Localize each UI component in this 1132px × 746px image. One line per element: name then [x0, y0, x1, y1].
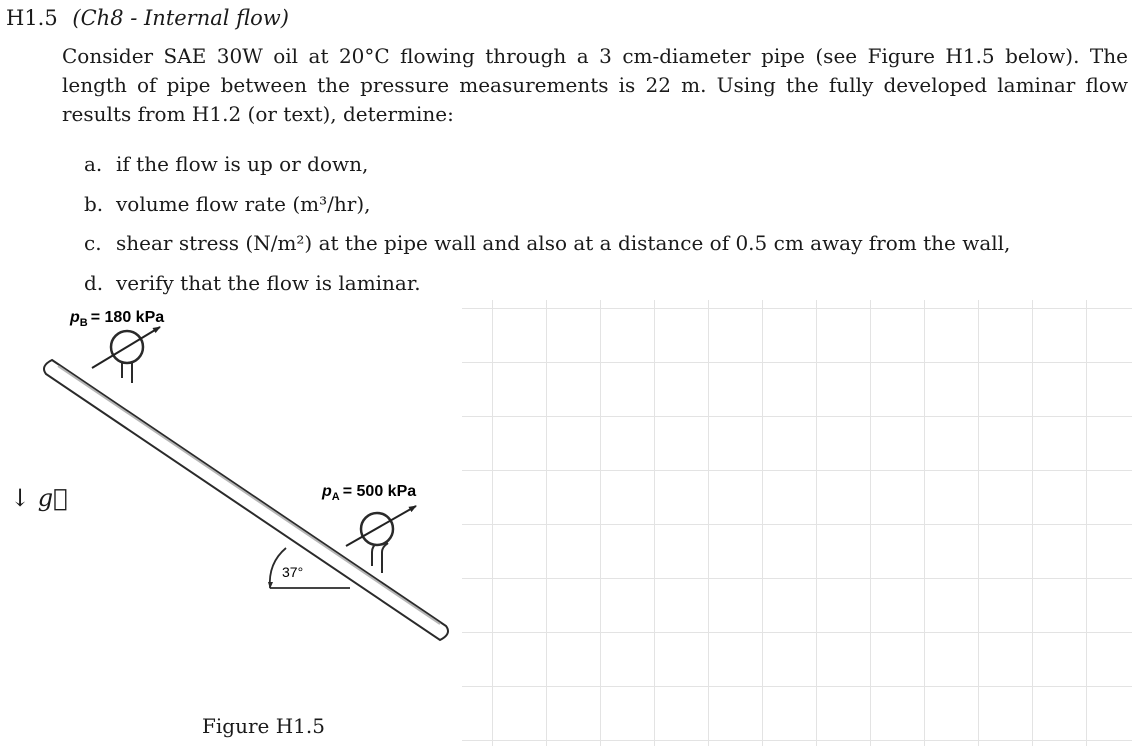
- question-list: [84, 150, 1010, 308]
- pressure-b-label: $p_B = 180$ kPa: [70, 309, 165, 329]
- figure-caption: Figure H1.5: [202, 714, 325, 738]
- question-text: verify that the flow is laminar.: [116, 270, 421, 295]
- question-item-b: [84, 190, 1010, 230]
- question-letter: d.: [84, 270, 104, 295]
- gravity-indicator: [10, 484, 68, 512]
- problem-number: H1.5: [6, 6, 58, 30]
- angle-label: 37°: [282, 564, 304, 580]
- problem-header: [6, 6, 289, 30]
- pipe-figure: [0, 300, 470, 700]
- pressure-gauge-b: [92, 327, 160, 383]
- graph-paper-grid: [462, 300, 1132, 746]
- question-text: if the flow is up or down,: [116, 152, 369, 176]
- problem-chapter: (Ch8 - Internal flow): [72, 6, 289, 30]
- question-letter: b.: [84, 191, 104, 216]
- problem-intro: Consider SAE 30W oil at 20°C flowing through a 3 cm-diameter pipe (see Figure H1.5 below). The length of pipe between the pressure measurements is 22 m. Using the fully developed laminar flow results from H1.2 (or text), determine:: [62, 44, 1128, 126]
- question-item-a: [84, 150, 1010, 190]
- question-text: shear stress (N/m²) at the pipe wall and also at a distance of 0.5 cm away from the wall,: [116, 231, 1011, 255]
- gravity-symbol: g⃗: [37, 484, 68, 512]
- pressure-gauge-a: [346, 506, 416, 573]
- question-item-c: [84, 229, 1010, 269]
- question-letter: c.: [84, 231, 102, 255]
- down-arrow-icon: ↓: [10, 484, 31, 512]
- question-text: volume flow rate (m³/hr),: [116, 191, 371, 216]
- inclined-pipe: [44, 360, 448, 640]
- pressure-a-label: $p_A = 500$ kPa: [322, 483, 417, 503]
- question-letter: a.: [84, 152, 103, 176]
